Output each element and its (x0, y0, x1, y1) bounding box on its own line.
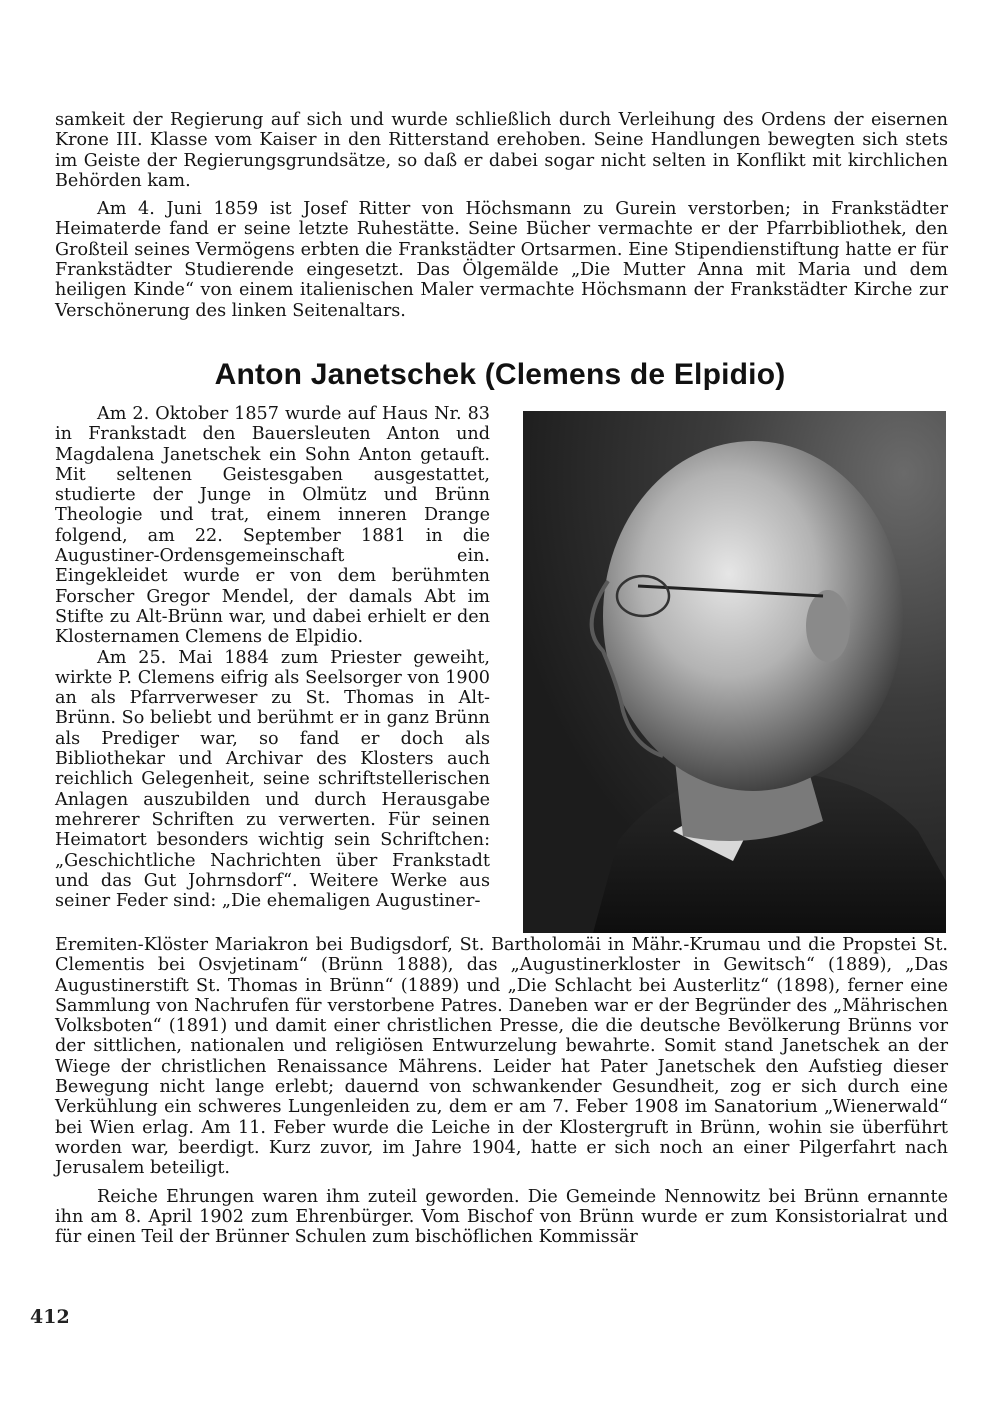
intro-section (55, 110, 948, 321)
article-paragraph-3: Eremiten-Klöster Mariakron bei Budigsdorf, St. Bartholomäi in Mähr.-Krumau und die Propstei St. Clementis bei Osvjetinam“ (Brünn 1888), das „Augustinerkloster in Gewitsch“ (1889), „Das Augustinerstift St. Thomas in Brünn“ (1889) und „Die Schlacht bei Austerlitz“ (1898), ferner eine Sammlung von Nachrufen für verstorbene Patres. Daneben war er der Begründer des „Mährischen Volksboten“ (1891) und damit einer christlichen Presse, die die deutsche Bevölkerung Brünns vor der sittlichen, nationalen und religiösen Entwurzelung bewahrte. Somit stand Janetschek an der Wiege der christlichen Renaissance Mährens. Leider hat Pater Janetschek den Aufstieg dieser Bewegung nicht lange erlebt; dauernd von schwankender Gesundheit, zog er sich durch eine Verkühlung ein schweres Lungenleiden zu, dem er am 7. Feber 1908 im Sanatorium „Wienerwald“ bei Wien erlag. Am 11. Feber wurde die Leiche in der Klostergruft in Brünn, wohin sie überführt worden war, beerdigt. Kurz zuvor, im Jahre 1904, hatte er sich noch an einer Pilgerfahrt nach Jerusalem beteiligt. (55, 935, 948, 1179)
intro-paragraph-2: Am 4. Juni 1859 ist Josef Ritter von Höchsmann zu Gurein verstorben; in Frankstädter Heimaterde fand er seine letzte Ruhestätte. Seine Bücher vermachte er der Pfarrbibliothek, den Großteil seines Vermögens erbten die Frankstädter Ortsarmen. Eine Stipendienstiftung hatte er für Frankstädter Studierende eingesetzt. Das Ölgemälde „Die Mutter Anna mit Maria und dem heiligen Kinde“ von einem italienischen Maler vermachte Höchsmann der Frankstädter Kirche zur Verschönerung des linken Seitenaltars. (55, 199, 948, 321)
article-paragraph-4: Reiche Ehrungen waren ihm zuteil geworden. Die Gemeinde Nennowitz bei Brünn ernannte ihn am 8. April 1902 zum Ehrenbürger. Vom Bischof von Brünn wurde er zum Konsistorialrat und für einen Teil der Brünner Schulen zum bischöflichen Kommissär (55, 1186, 948, 1248)
article-paragraph-2: Am 25. Mai 1884 zum Priester geweiht, wirkte P. Clemens eifrig als Seelsorger von 1900 an als Pfarrverweser zu St. Thomas in Alt-Brünn. So beliebt und berühmt er in ganz Brünn als Prediger war, so fand er doch als Bibliothekar und Archivar des Klosters auch reichlich Gelegenheit, seine schriftstellerischen Anlagen auszubilden und durch Herausgabe mehrerer Schriften zu verwerten. Für seinen Heimatort besonders wichtig sein Schriftchen: „Geschichtliche Nachrichten über Frankstadt und das Gut Johrnsdorf“. Weitere Werke aus seiner Feder sind: „Die ehemaligen Augustiner- (55, 647, 490, 912)
portrait-photo (523, 411, 946, 933)
intro-paragraph-1: samkeit der Regierung auf sich und wurde schließlich durch Verleihung des Ordens der eisernen Krone III. Klasse vom Kaiser in den Ritterstand erehoben. Seine Handlungen bewegten sich stets im Geiste der Regierungsgrundsätze, so daß er dabei sogar nicht selten in Konflikt mit kirchlichen Behörden kam. (55, 110, 948, 191)
portrait-photo-icon (523, 411, 946, 933)
article-column-text (55, 404, 490, 911)
ear-shape (806, 590, 850, 662)
page-number: 412 (30, 1306, 70, 1328)
article-continuation (55, 935, 948, 1247)
article-paragraph-1: Am 2. Oktober 1857 wurde auf Haus Nr. 83 in Frankstadt den Bauersleuten Anton und Magdalena Janetschek ein Sohn Anton getauft. Mit seltenen Geistesgaben ausgestattet, studierte der Junge in Olmütz und Brünn Theologie und trat, einem inneren Drange folgend, am 22. September 1881 in die Augustiner-Ordensgemeinschaft ein. Eingekleidet wurde er von dem berühmten Forscher Gregor Mendel, der damals Abt im Stifte zu Alt-Brünn war, und dabei erhielt er den Klosternamen Clemens de Elpidio. (55, 404, 490, 648)
article-title: Anton Janetschek (Clemens de Elpidio) (214, 358, 786, 391)
